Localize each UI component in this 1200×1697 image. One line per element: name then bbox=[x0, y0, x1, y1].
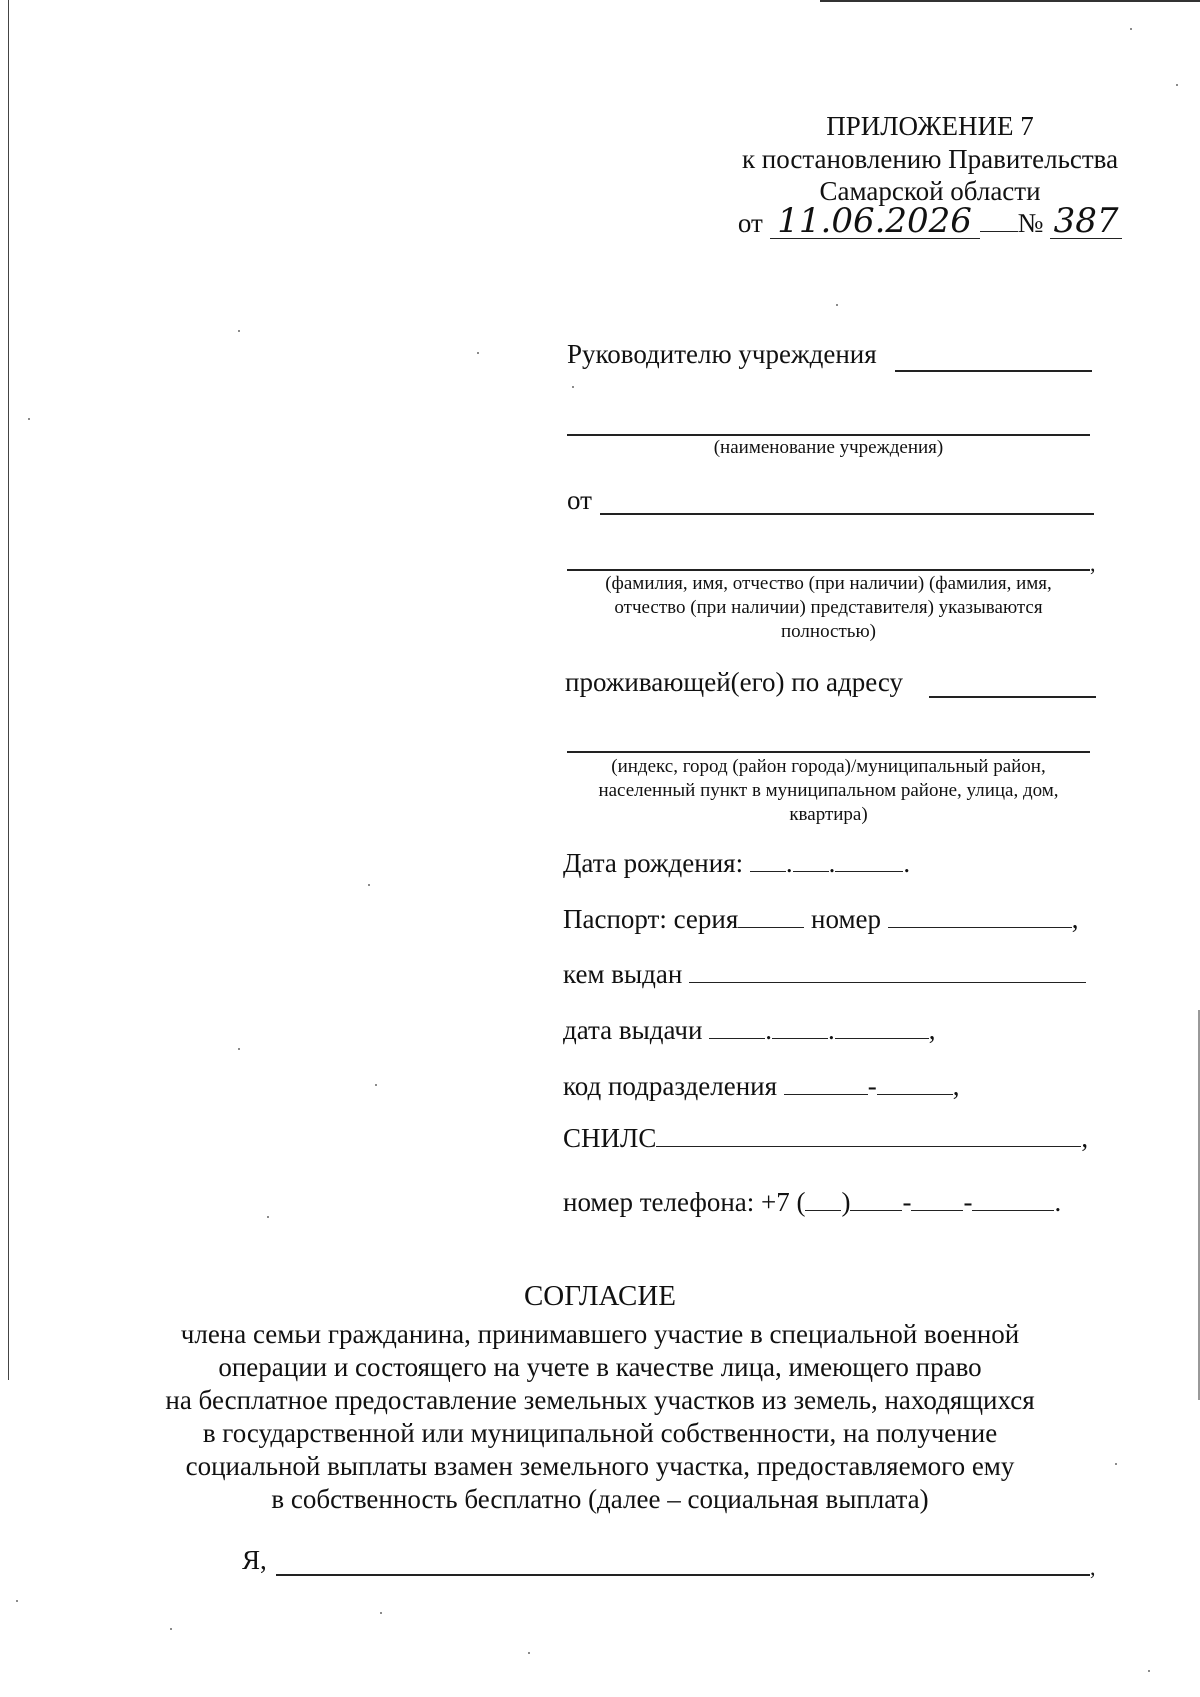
address-caption-line-1: (индекс, город (район города)/муниципальный район, bbox=[611, 756, 1046, 777]
consent-line-4: в государственной или муниципальной собственности, на получение bbox=[202, 1418, 998, 1448]
passport-number-label: номер bbox=[811, 904, 882, 934]
issued-by-label: кем выдан bbox=[563, 959, 683, 989]
snils-label: СНИЛС bbox=[563, 1123, 657, 1153]
phone-part3-blank[interactable] bbox=[972, 1188, 1054, 1211]
consent-line-6: в собственность бесплатно (далее – социальная выплата) bbox=[271, 1484, 929, 1514]
birth-day-blank[interactable] bbox=[750, 849, 786, 872]
handwritten-date: 11.06.2026 bbox=[770, 204, 980, 239]
issue-date-label: дата выдачи bbox=[563, 1015, 703, 1045]
scan-speck bbox=[16, 1600, 18, 1602]
scan-speck bbox=[477, 352, 479, 354]
from-label: от bbox=[567, 485, 592, 515]
birth-date-row: Дата рождения: . . . bbox=[563, 848, 911, 878]
birth-month-blank[interactable] bbox=[793, 849, 829, 872]
birth-year-blank[interactable] bbox=[835, 849, 903, 872]
address-caption-line-3: квартира) bbox=[789, 804, 868, 825]
issue-month-blank[interactable] bbox=[772, 1016, 828, 1039]
scan-speck bbox=[375, 1084, 377, 1086]
phone-part2-blank[interactable] bbox=[911, 1188, 963, 1211]
name-caption-line-1: (фамилия, имя, отчество (при наличии) (фамилия, имя, bbox=[605, 573, 1052, 594]
consent-line-2: операции и состоящего на учете в качестве лица, имеющего право bbox=[218, 1352, 982, 1382]
scan-speck bbox=[528, 1652, 530, 1654]
scan-speck bbox=[1148, 1670, 1150, 1672]
applicant-name-blank-1[interactable] bbox=[600, 513, 1094, 515]
scan-speck bbox=[380, 1612, 382, 1614]
head-of-institution-label: Руководителю учреждения bbox=[567, 339, 877, 369]
subdivision-code-part2-blank[interactable] bbox=[877, 1072, 953, 1095]
name-caption-line-2: отчество (при наличии) представителя) указываются bbox=[614, 597, 1043, 618]
scan-speck bbox=[1176, 84, 1178, 86]
name-comma: , bbox=[1090, 551, 1096, 576]
i-row-comma: , bbox=[1090, 1555, 1096, 1580]
issue-day-blank[interactable] bbox=[709, 1016, 765, 1039]
phone-area-code-blank[interactable] bbox=[805, 1188, 841, 1211]
birth-date-label: Дата рождения: bbox=[563, 848, 744, 878]
passport-number-blank[interactable] bbox=[888, 905, 1072, 928]
applicant-name-blank-2[interactable] bbox=[567, 569, 1090, 571]
scan-speck bbox=[238, 330, 240, 332]
snils-row: СНИЛС , bbox=[563, 1123, 1089, 1153]
i-row bbox=[242, 1544, 267, 1576]
scan-speck bbox=[238, 1048, 240, 1050]
scan-speck bbox=[836, 304, 838, 306]
address-blank-1[interactable] bbox=[929, 696, 1096, 698]
handwritten-number: 387 bbox=[1050, 204, 1122, 239]
consent-title: СОГЛАСИЕ bbox=[523, 1280, 677, 1312]
consent-line-3: на бесплатное предоставление земельных участков из земель, находящихся bbox=[165, 1385, 1035, 1415]
appendix-line-decree: к постановлению Правительства bbox=[741, 144, 1119, 174]
issue-year-blank[interactable] bbox=[835, 1016, 929, 1039]
phone-label: номер телефона: +7 ( bbox=[563, 1187, 806, 1217]
address-caption-line-2: населенный пункт в муниципальном районе, улица, дом, bbox=[598, 780, 1059, 801]
number-sign: № bbox=[1017, 208, 1044, 238]
scan-speck bbox=[368, 884, 370, 886]
appendix-date-number-line bbox=[700, 201, 1160, 241]
address-blank-2[interactable] bbox=[567, 751, 1090, 753]
scan-speck bbox=[170, 1628, 172, 1630]
issue-date-row: дата выдачи . . , bbox=[563, 1015, 936, 1045]
subdivision-code-label: код подразделения bbox=[563, 1071, 778, 1101]
i-label: Я, bbox=[242, 1545, 267, 1575]
scan-speck bbox=[1130, 28, 1132, 30]
appendix-line-region: Самарской области bbox=[819, 176, 1041, 206]
subdivision-code-part1-blank[interactable] bbox=[784, 1072, 868, 1095]
date-blank-tail bbox=[980, 207, 1018, 232]
phone-row: номер телефона: +7 ( ) - - . bbox=[563, 1187, 1062, 1217]
head-of-institution-blank[interactable] bbox=[895, 370, 1092, 372]
scan-speck bbox=[28, 418, 30, 420]
consent-line-1: члена семьи гражданина, принимавшего участие в специальной военной bbox=[180, 1319, 1020, 1349]
scan-speck bbox=[572, 386, 574, 388]
passport-row: Паспорт: серия номер , bbox=[563, 904, 1079, 934]
scan-speck bbox=[267, 1216, 269, 1218]
passport-series-label: Паспорт: серия bbox=[563, 904, 739, 934]
name-caption-line-3: полностью) bbox=[781, 621, 876, 642]
issued-by-row bbox=[563, 958, 1086, 990]
appendix-from-label: от bbox=[737, 208, 763, 238]
address-label: проживающей(его) по адресу bbox=[565, 667, 903, 697]
snils-blank[interactable] bbox=[656, 1124, 1081, 1147]
passport-series-blank[interactable] bbox=[738, 905, 804, 928]
subdivision-code-row: код подразделения - , bbox=[563, 1071, 960, 1101]
scan-left-margin-line bbox=[8, 0, 9, 1380]
scan-top-edge-line bbox=[820, 0, 1200, 2]
scan-speck bbox=[1115, 1463, 1117, 1465]
phone-part1-blank[interactable] bbox=[850, 1188, 902, 1211]
consent-body bbox=[150, 1318, 1050, 1516]
consent-line-5: социальной выплаты взамен земельного участка, предоставляемого ему bbox=[185, 1451, 1015, 1481]
institution-name-caption: (наименование учреждения) bbox=[713, 437, 944, 458]
issued-by-blank[interactable] bbox=[689, 960, 1086, 983]
appendix-title: ПРИЛОЖЕНИЕ 7 bbox=[826, 111, 1034, 141]
consenting-person-blank[interactable] bbox=[276, 1574, 1090, 1576]
